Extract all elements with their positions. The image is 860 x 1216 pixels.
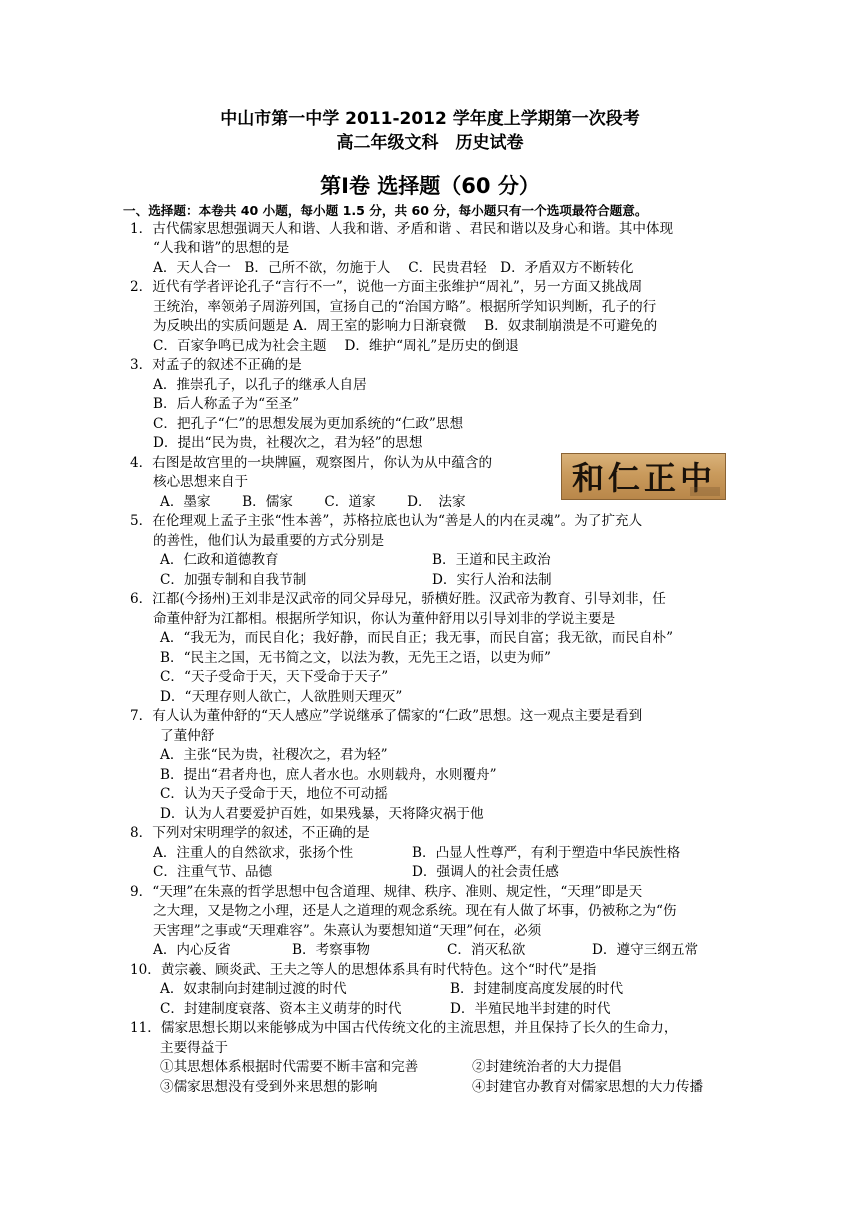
section-title: 第Ⅰ卷 选择题（60 分） [320, 174, 540, 198]
text-line: 的善性，他们认为最重要的方式分别是 [153, 533, 385, 549]
text-line: ④封建官办教育对儒家思想的大力传播 [472, 1079, 704, 1095]
text-line: A．内心反省 [153, 942, 231, 958]
text-line: D．半殖民地半封建的时代 [450, 1001, 611, 1017]
exam-title-line1: 中山市第一中学 2011-2012 学年度上学期第一次段考 [220, 109, 640, 129]
text-line: D．强调人的社会责任感 [412, 864, 559, 880]
text-line: C．注重气节、品德 [153, 864, 273, 880]
text-line: ①其思想体系根据时代需要不断丰富和完善 [160, 1059, 419, 1075]
text-line: 1．古代儒家思想强调天人和谐、人我和谐、矛盾和谐 、君民和谐以及身心和谐。其中体现 [130, 221, 674, 237]
text-line: D．认为人君要爱护百姓，如果残暴，天将降灾祸于他 [160, 806, 484, 822]
text-line: 为反映出的实质问题是 A．周王室的影响力日渐衰微 B．奴隶制崩溃是不可避免的 [153, 318, 658, 334]
text-line: C．百家争鸣已成为社会主题 D．维护“周礼”是历史的倒退 [153, 338, 519, 354]
plaque-calligraphy [562, 454, 727, 501]
text-line: 了董仲舒 [160, 728, 215, 744]
plaque-image [561, 453, 726, 500]
text-line: ③儒家思想没有受到外来思想的影响 [160, 1079, 378, 1095]
text-line: C．认为天子受命于天，地位不可动摇 [160, 786, 388, 802]
text-line: 天害理”之事或“天理难容”。朱熹认为要想知道“天理”何在，必须 [153, 923, 542, 939]
text-line: 7．有人认为董仲舒的“天人感应”学说继承了儒家的“仁政”思想。这一观点主要是看到 [130, 708, 643, 724]
text-line: A．推崇孔子，以孔子的继承人自居 [153, 377, 367, 393]
text-line: A．墨家 B．儒家 C．道家 D． 法家 [160, 494, 466, 510]
text-line: C．把孔子“仁”的思想发展为更加系统的“仁政”思想 [153, 416, 464, 432]
text-line: 核心思想来自于 [153, 474, 249, 490]
text-line: B．考察事物 [292, 942, 370, 958]
text-line: C．加强专制和自我节制 [160, 572, 307, 588]
text-line: D．“天理存则人欲亡，人欲胜则天理灭” [160, 689, 403, 705]
text-line: D．实行人治和法制 [432, 572, 552, 588]
text-line: 2．近代有学者评论孔子“言行不一”，说他一方面主张维护“周礼”，另一方面又挑战周 [130, 279, 643, 295]
text-line: A．主张“民为贵，社稷次之，君为轻” [160, 747, 388, 763]
text-line: 命董仲舒为江都相。根据所学知识，你认为董仲舒用以引导刘非的学说主要是 [153, 611, 616, 627]
text-line: B．封建制度高度发展的时代 [450, 981, 624, 997]
text-line: ②封建统治者的大力提倡 [472, 1059, 622, 1075]
text-line: D．遵守三纲五常 [592, 942, 699, 958]
text-line: 4．右图是故宫里的一块牌匾，观察图片，你认为从中蕴含的 [130, 455, 493, 471]
text-line: C．“天子受命于天，天下受命于天子” [160, 669, 389, 685]
text-line: B．“民主之国，无书简之文，以法为教，无先王之语，以吏为师” [160, 650, 551, 666]
exam-title-line2: 高二年级文科 历史试卷 [336, 133, 524, 153]
text-line: “人我和谐”的思想的是 [153, 240, 290, 256]
text-line: B．凸显人性尊严，有利于塑造中华民族性格 [412, 845, 681, 861]
text-line: 5．在伦理观上孟子主张“性本善”，苏格拉底也认为“善是人的内在灵魂”。为了扩充人 [130, 513, 643, 529]
section-instruction: 一、选择题：本卷共 40 小题，每小题 1.5 分，共 60 分，每小题只有一个选项最符合题意。 [123, 203, 648, 218]
text-line: 11．儒家思想长期以来能够成为中国古代传统文化的主流思想，并且保持了长久的生命力， [130, 1020, 678, 1036]
text-line: A．“我无为，而民自化；我好静，而民自正；我无事，而民自富；我无欲，而民自朴” [160, 630, 674, 646]
text-line: C．消灭私欲 [447, 942, 526, 958]
plaque-text: 和仁正中 [571, 459, 717, 497]
text-line: 10．黄宗羲、顾炎武、王夫之等人的思想体系具有时代特色。这个“时代”是指 [130, 962, 597, 978]
text-line: 之大理，又是物之小理，还是人之道理的观念系统。现在有人做了坏事，仍被称之为“伤 [153, 903, 677, 919]
text-line: B．王道和民主政治 [432, 552, 551, 568]
text-line: B．后人称孟子为“至圣” [153, 396, 300, 412]
text-line: 9．“天理”在朱熹的哲学思想中包含道理、规律、秩序、准则、规定性，“天理”即是天 [130, 884, 643, 900]
text-line: A．天人合一 B．己所不欲，勿施于人 C．民贵君轻 D．矛盾双方不断转化 [153, 260, 634, 276]
text-line: A．奴隶制向封建制过渡的时代 [160, 981, 347, 997]
text-line: 6．江都(今扬州)王刘非是汉武帝的同父异母兄，骄横好胜。汉武帝为教育、引导刘非，任 [130, 591, 666, 607]
text-line: D．提出“民为贵，社稷次之，君为轻”的思想 [153, 435, 423, 451]
text-line: B．提出“君者舟也，庶人者水也。水则载舟，水则覆舟” [160, 767, 497, 783]
text-line: 3．对孟子的叙述不正确的是 [130, 357, 302, 373]
text-line: 主要得益于 [160, 1040, 228, 1056]
text-line: C．封建制度衰落、资本主义萌芽的时代 [160, 1001, 402, 1017]
text-line: A．仁政和道德教育 [160, 552, 279, 568]
text-line: 8．下列对宋明理学的叙述，不正确的是 [130, 825, 370, 841]
text-line: A．注重人的自然欲求，张扬个性 [153, 845, 354, 861]
text-line: 王统治，率领弟子周游列国，宣扬自己的“治国方略”。根据所学知识判断，孔子的行 [153, 299, 657, 315]
